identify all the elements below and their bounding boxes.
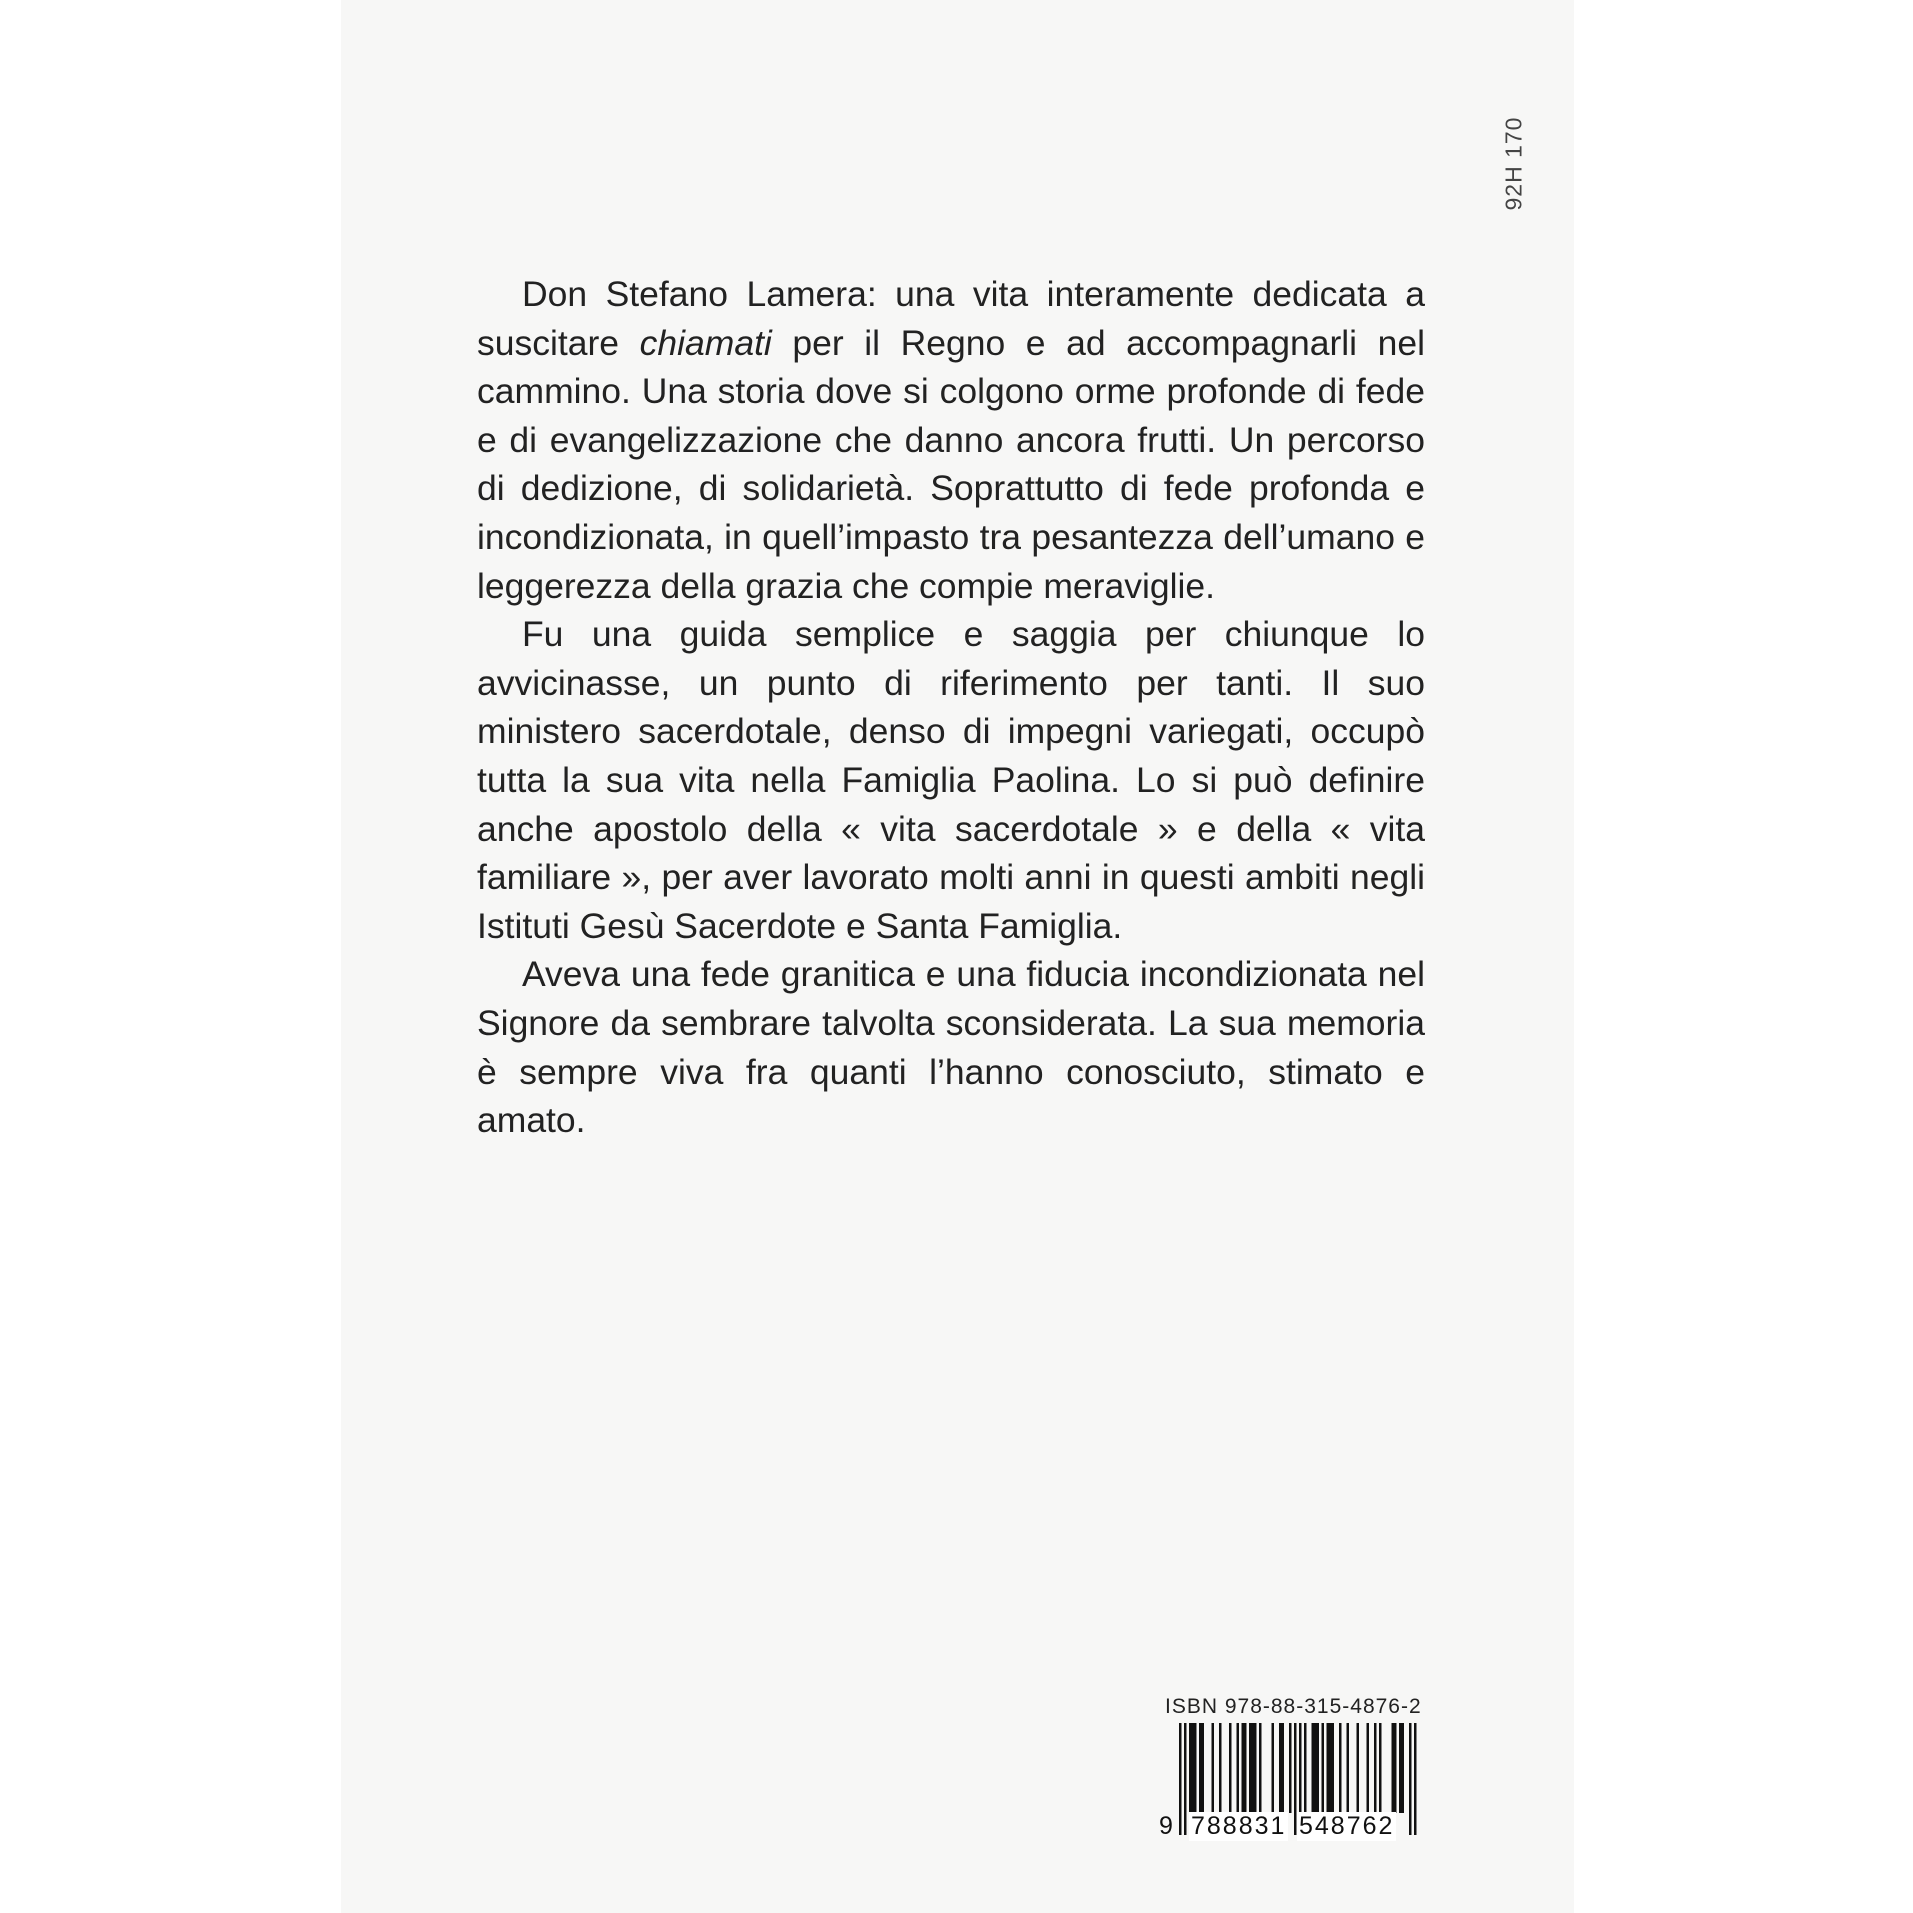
barcode-bar <box>1202 1723 1205 1813</box>
barcode-bar <box>1312 1723 1315 1813</box>
barcode-digits <box>1159 1812 1427 1840</box>
barcode-bar <box>1399 1723 1402 1813</box>
catalog-code: 92H 170 <box>1500 116 1527 211</box>
barcode-bar <box>1374 1723 1377 1813</box>
blurb-text <box>477 270 1425 1145</box>
barcode-left-group: 788831 <box>1191 1812 1287 1840</box>
barcode-bar <box>1219 1723 1222 1813</box>
paragraph-1-italic: chiamati <box>639 322 772 363</box>
paragraph-1-end: per il Regno e ad accompagnarli nel cammino. Una storia dove si colgono orme profonde di fede e di evangelizzazione che danno ancora frutti. Un percorso di dedizione, di solidarietà. Soprattutto di fede profonda e incondizionata, in quell’impasto tra pesantezza dell’umano e leggerezza della grazia che compie meraviglie. <box>477 322 1425 606</box>
barcode-right-group: 548762 <box>1299 1812 1395 1840</box>
barcode-bar <box>1332 1723 1335 1813</box>
barcode-bar <box>1199 1723 1202 1813</box>
barcode-bar <box>1237 1723 1240 1813</box>
barcode-bar <box>1212 1723 1215 1813</box>
barcode-bar <box>1402 1723 1405 1813</box>
barcode-bar <box>1289 1723 1292 1813</box>
barcode-bar <box>1357 1723 1360 1813</box>
barcode-bar <box>1394 1723 1397 1813</box>
barcode-bar <box>1254 1723 1257 1813</box>
barcode-bar <box>1252 1723 1255 1813</box>
barcode-bar <box>1282 1723 1285 1813</box>
barcode-bar <box>1304 1723 1307 1813</box>
barcode-bar <box>1249 1723 1252 1813</box>
paragraph-1-start: Don Stefano Lamera: una vita interamente dedicata a suscitare <box>477 274 1425 363</box>
barcode-bar <box>1367 1723 1370 1813</box>
paragraph-3-text: Aveva una fede granitica e una fiducia incondizionata nel Signore da sembrare talvolta sconsiderata. La sua memoria è sempre viva fra quanti l’hanno conosciuto, stimato e amato. <box>477 954 1425 1141</box>
paragraph-1 <box>477 270 1425 610</box>
barcode-bar <box>1229 1723 1232 1813</box>
barcode-bar <box>1379 1723 1382 1813</box>
paragraph-3 <box>477 950 1425 1144</box>
barcode-bar <box>1322 1723 1325 1813</box>
isbn-label: ISBN 978-88-315-4876-2 <box>1165 1695 1422 1718</box>
barcode-bar <box>1192 1723 1195 1813</box>
barcode-bar <box>1259 1723 1262 1813</box>
barcode-bar <box>1272 1723 1275 1813</box>
paragraph-2 <box>477 610 1425 950</box>
barcode-bar <box>1242 1723 1245 1813</box>
barcode-bar <box>1194 1723 1197 1813</box>
barcode-bar <box>1329 1723 1332 1813</box>
barcode-bar <box>1339 1723 1342 1813</box>
barcode-bar <box>1347 1723 1350 1813</box>
barcode-bar <box>1189 1723 1192 1813</box>
barcode-bar <box>1317 1723 1320 1813</box>
barcode-bar <box>1279 1723 1282 1813</box>
barcode-bar <box>1327 1723 1330 1813</box>
barcode-first-digit: 9 <box>1159 1812 1173 1840</box>
barcode-bar <box>1244 1723 1247 1813</box>
paragraph-2-text: Fu una guida semplice e saggia per chiunque lo avvicinasse, un punto di riferimento per tanti. Il suo ministero sacerdotale, denso di impegni variegati, occupò tutta la sua vita nella Famiglia Paolina. Lo si può definire anche apostolo della « vita sacerdotale » e della « vita familiare », per aver lavorato molti anni in questi ambiti negli Istituti Gesù Sacerdote e Santa Famiglia. <box>477 614 1425 946</box>
barcode-bar <box>1314 1723 1317 1813</box>
barcode-bar <box>1392 1723 1395 1813</box>
